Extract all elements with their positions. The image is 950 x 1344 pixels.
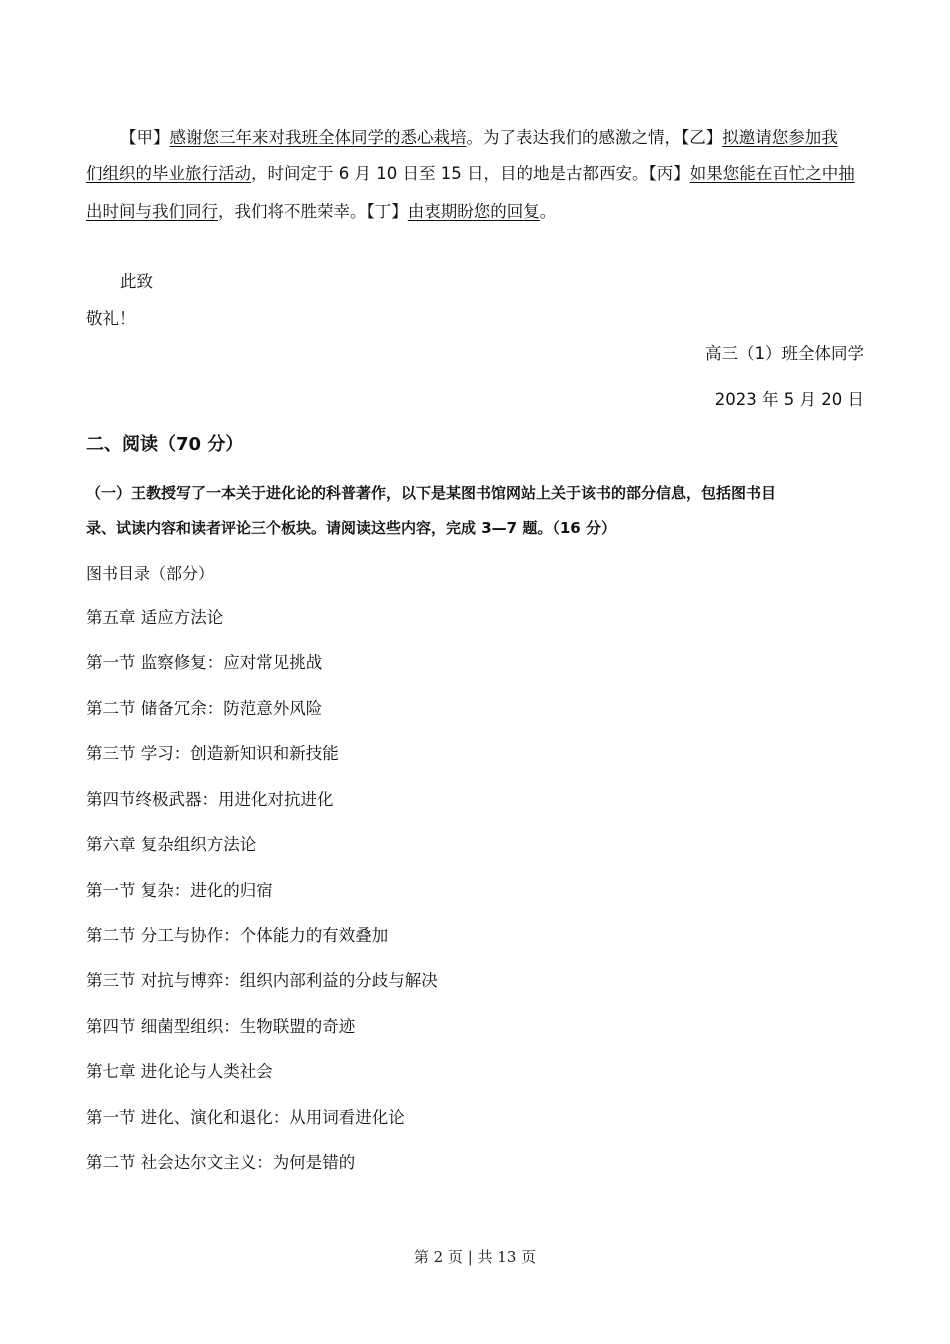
- toc-item: 第五章 适应方法论: [86, 608, 224, 627]
- section-title-suffix: 分）: [201, 434, 244, 455]
- underlined-sentence-yi: 拟邀请您参加我: [722, 128, 838, 147]
- letter-date: 2023 年 5 月 20 日: [714, 390, 864, 409]
- section-title: [86, 433, 243, 457]
- toc-item: 第一节 复杂：进化的归宿: [86, 881, 273, 900]
- toc-item: 第四节终极武器：用进化对抗进化: [86, 790, 334, 809]
- mark-yi: 【乙】: [681, 128, 723, 147]
- question-range: 3—7: [481, 519, 518, 537]
- toc-item: 第三节 对抗与博弈：组织内部利益的分歧与解决: [86, 971, 438, 990]
- page-footer: 第 2 页 | 共 13 页: [413, 1248, 537, 1266]
- underlined-sentence-jia: 感谢您三年来对我班全体同学的悉心栽培: [169, 128, 467, 147]
- toc-item: 第二节 分工与协作：个体能力的有效叠加: [86, 926, 389, 945]
- underlined-sentence-bing: 如果您能在百忙之中抽: [689, 164, 855, 183]
- underlined-sentence-ding: 由衷期盼您的回复: [407, 202, 540, 221]
- toc-item: 第三节 学习：创造新知识和新技能: [86, 744, 339, 763]
- mark-bing: 【丙】: [648, 164, 690, 183]
- letter-line-1: [120, 128, 838, 148]
- intro-text: 分）: [580, 519, 616, 537]
- toc-item: 第二节 储备冗余：防范意外风险: [86, 699, 323, 718]
- intro-score: 16: [559, 519, 581, 537]
- reading-intro-line-2: [86, 518, 616, 538]
- toc-item: 第一节 进化、演化和退化：从用词看进化论: [86, 1108, 405, 1127]
- toc-heading: 图书目录（部分）: [86, 564, 215, 583]
- toc-item: 第七章 进化论与人类社会: [86, 1062, 273, 1081]
- toc-item: 第四节 细菌型组织：生物联盟的奇迹: [86, 1017, 356, 1036]
- mark-ding: 【丁】: [366, 202, 408, 221]
- letter-signature: 高三（1）班全体同学: [705, 344, 864, 363]
- plain-text: ，时间定于 6 月 10 日至 15 日，目的地是古都西安。: [251, 164, 649, 183]
- toc-item: 第六章 复杂组织方法论: [86, 835, 257, 854]
- letter-line-2: [86, 164, 855, 184]
- closing-respect: 敬礼！: [86, 309, 136, 328]
- mark-jia: 【甲】: [120, 128, 170, 147]
- underlined-sentence-bing-cont: 出时间与我们同行: [86, 202, 218, 221]
- letter-line-3: [86, 202, 556, 222]
- intro-text: 题。（: [517, 519, 560, 537]
- reading-intro-line-1: （一）王教授写了一本关于进化论的科普著作，以下是某图书馆网站上关于该书的部分信息，包括图书目: [86, 484, 777, 502]
- plain-text: 。为了表达我们的感激之情，: [466, 128, 681, 147]
- plain-text: 。: [539, 202, 557, 221]
- underlined-sentence-yi-cont: 们组织的毕业旅行活动: [86, 164, 251, 183]
- section-title-score: 70: [176, 434, 202, 455]
- plain-text: ，我们将不胜荣幸。: [218, 202, 367, 221]
- section-title-prefix: 二、阅读（: [86, 434, 176, 455]
- toc-item: 第一节 监察修复：应对常见挑战: [86, 653, 323, 672]
- intro-text: 录、试读内容和读者评论三个板块。请阅读这些内容，完成: [86, 519, 482, 537]
- closing-salutation: 此致: [120, 272, 153, 291]
- toc-item: 第二节 社会达尔文主义：为何是错的: [86, 1153, 356, 1172]
